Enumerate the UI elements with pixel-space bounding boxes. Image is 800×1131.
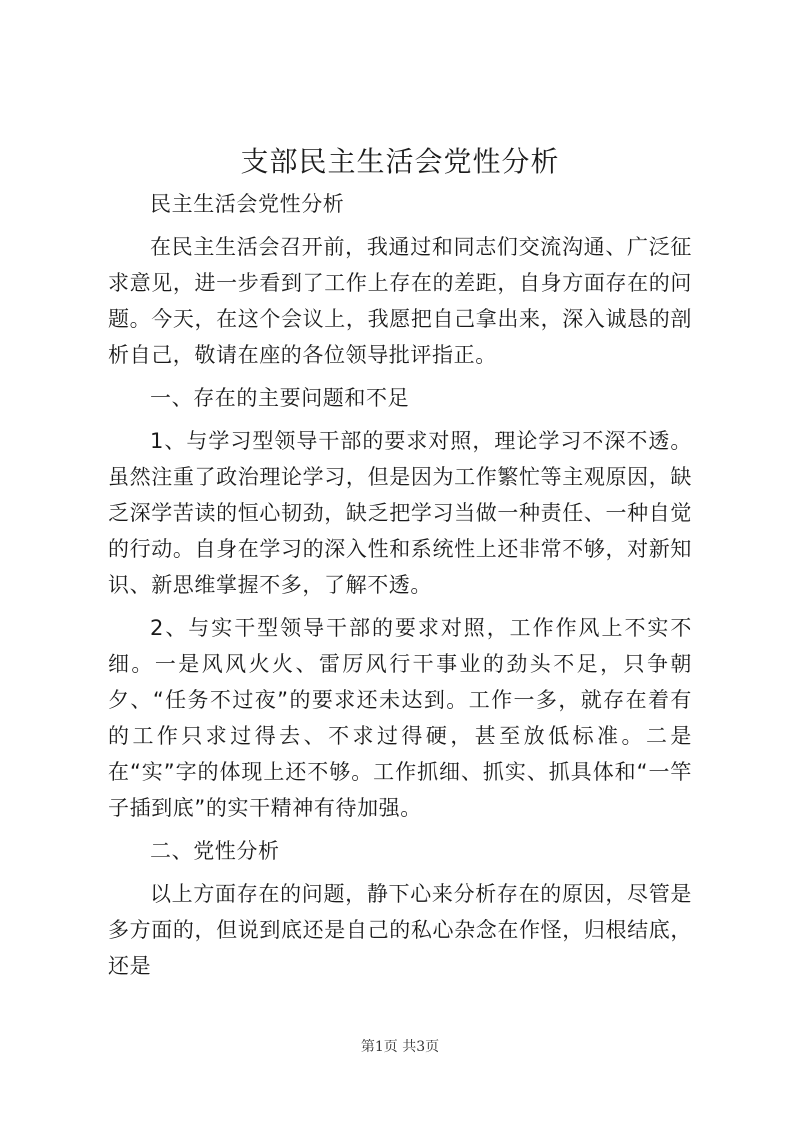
- page-footer: 第1页 共3页: [360, 1039, 440, 1055]
- section-heading-analysis: 二、党性分析: [150, 839, 280, 863]
- document-title: 支部民主生活会党性分析: [240, 145, 560, 178]
- analysis-paragraph: 以上方面存在的问题，静下心来分析存在的原因，尽管是多方面的，但说到底还是自己的私心杂念在作怪，归根结底，还是: [108, 882, 692, 978]
- problem-1-paragraph: 1、与学习型领导干部的要求对照，理论学习不深不透。虽然注重了政治理论学习，但是因为工作繁忙等主观原因，缺乏深学苦读的恒心韧劲，缺乏把学习当做一种责任、一种自觉的行动。自身在学习的深入性和系统性上还非常不够，对新知识、新思维掌握不多，了解不透。: [108, 429, 692, 597]
- section-heading-problems: 一、存在的主要问题和不足: [150, 386, 410, 410]
- subtitle-paragraph: 民主生活会党性分析: [150, 192, 345, 216]
- document-body: [108, 186, 692, 991]
- problem-2-paragraph: 2、与实干型领导干部的要求对照，工作作风上不实不细。一是风风火火、雷厉风行干事业的劲头不足，只争朝夕、“任务不过夜”的要求还未达到。工作一多，就存在着有的工作只求过得去、不求过得硬，甚至放低标准。二是在“实”字的体现上还不够。工作抓细、抓实、抓具体和“一竿子插到底”的实干精神有待加强。: [108, 616, 692, 820]
- intro-paragraph: 在民主生活会召开前，我通过和同志们交流沟通、广泛征求意见，进一步看到了工作上存在的差距，自身方面存在的问题。今天，在这个会议上，我愿把自己拿出来，深入诚恳的剖析自己，敬请在座的各位领导批评指正。: [108, 235, 692, 367]
